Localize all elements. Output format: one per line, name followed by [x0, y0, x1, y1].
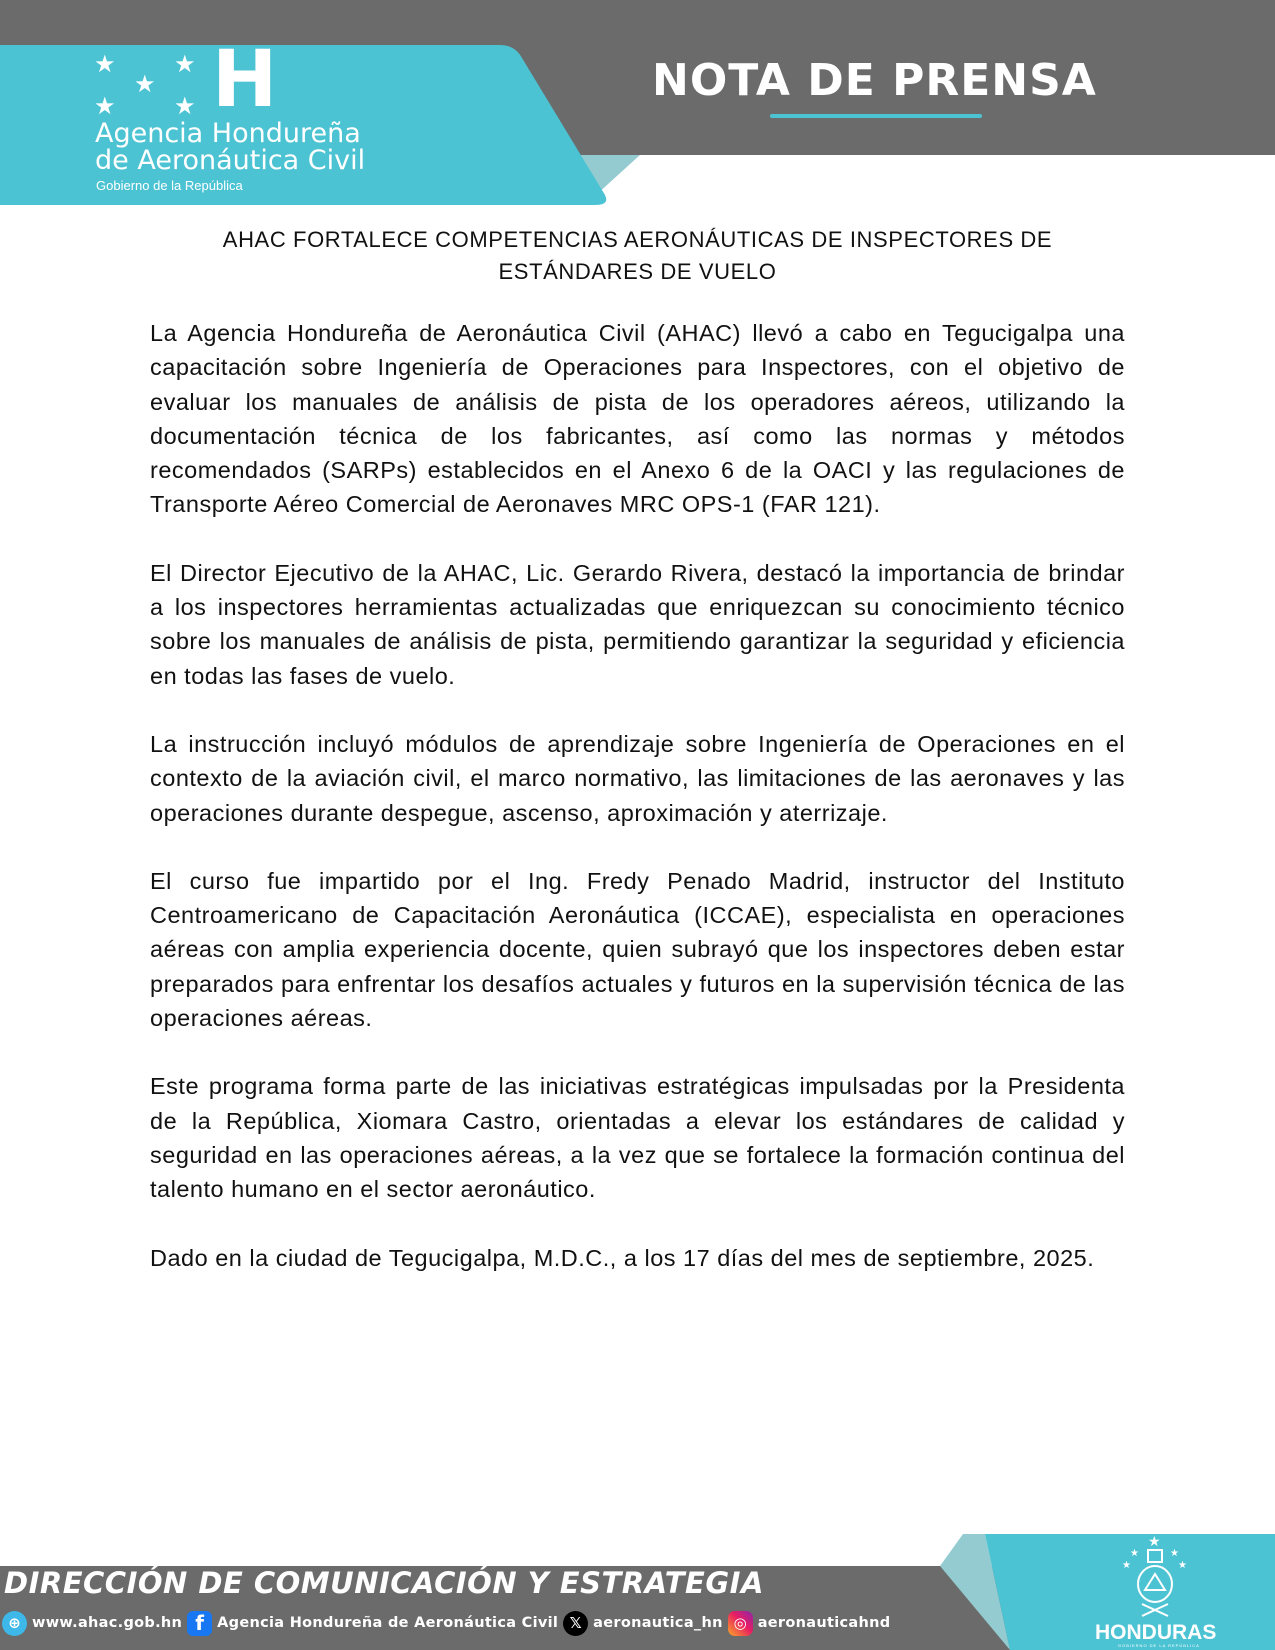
paragraph: La instrucción incluyó módulos de aprendizaje sobre Ingeniería de Operaciones en el contexto de la aviación civil, el marco normativo, las limitaciones de las aeronaves y las operaciones durante despegue, ascenso, aproximación y aterrizaje. — [150, 730, 1125, 826]
press-release-title: AHAC FORTALECE COMPETENCIAS AERONÁUTICAS DE INSPECTORES DE ESTÁNDARES DE VUELO — [222, 227, 1053, 284]
svg-text:★: ★ — [1178, 1560, 1187, 1571]
honduras-coat-of-arms-icon — [1120, 1532, 1190, 1620]
x-icon: 𝕏 — [563, 1611, 588, 1636]
website-link[interactable]: www.ahac.gob.hn — [32, 1615, 183, 1631]
stars-icon — [94, 52, 204, 122]
svg-text:★: ★ — [94, 52, 116, 78]
agency-logo-mark: H — [212, 35, 278, 125]
agency-name-line2: de Aeronáutica Civil — [95, 145, 366, 176]
globe-icon: ⊕ — [2, 1611, 27, 1636]
svg-text:★: ★ — [94, 92, 116, 120]
paragraph: La Agencia Hondureña de Aeronáutica Civil (AHAC) llevó a cabo en Tegucigalpa una capacitación sobre Ingeniería de Operaciones para Inspectores, con el objetivo de evaluar los manuales de análisis de pista de los operadores aéreos, utilizando la documentación técnica de los fabricantes, así como las normas y métodos recomendados (SARPs) establecidos en el Anexo 6 de la OACI y las regulaciones de Transporte Aéreo Comercial de Aeronaves MRC OPS-1 (FAR 121). — [150, 320, 1125, 518]
doc-type-title: NOTA DE PRENSA — [652, 55, 1097, 106]
x-link[interactable]: aeronautica_hn — [593, 1615, 723, 1631]
paragraph: Este programa forma parte de las iniciativas estratégicas impulsadas por la Presidenta de la República, Xiomara Castro, orientadas a elevar los estándares de calidad y seguridad en las operaciones aéreas, a la vez que se fortalece la formación continua del talento humano en el sector aeronáutico. — [150, 1073, 1125, 1203]
paragraph: El Director Ejecutivo de la AHAC, Lic. Gerardo Rivera, destacó la importancia de brindar a los inspectores herramientas actualizadas que enriquezcan su conocimiento técnico sobre los manuales de análisis de pista, permitiendo garantizar la seguridad y eficiencia en todas las fases de vuelo. — [150, 559, 1125, 689]
agency-name — [95, 120, 365, 174]
press-release-body — [150, 316, 1125, 1309]
facebook-link[interactable]: Agencia Hondureña de Aeronáutica Civil — [217, 1615, 559, 1631]
paragraph: El curso fue impartido por el Ing. Fredy Penado Madrid, instructor del Instituto Centroamericano de Capacitación Aeronáutica (ICCAE), especialista en operaciones aéreas con amplia experiencia docente, quien subrayó que los inspectores deben estar preparados para enfrentar los desafíos actuales y futuros en la supervisión técnica de las operaciones aéreas. — [150, 867, 1125, 1032]
agency-name-line1: Agencia Hondureña — [95, 118, 361, 149]
country-sublabel: GOBIERNO DE LA REPÚBLICA — [1118, 1643, 1200, 1648]
svg-text:★: ★ — [174, 92, 196, 120]
footer-contact-links — [2, 1608, 890, 1638]
footer-department-title: DIRECCIÓN DE COMUNICACIÓN Y ESTRATEGIA — [4, 1566, 764, 1600]
facebook-icon: f — [187, 1611, 212, 1636]
svg-text:★: ★ — [134, 70, 156, 98]
agency-subtitle: Gobierno de la República — [96, 178, 243, 193]
svg-text:★: ★ — [174, 52, 196, 78]
svg-text:★: ★ — [1148, 1534, 1161, 1550]
paragraph-closing: Dado en la ciudad de Tegucigalpa, M.D.C., a los 17 días del mes de septiembre, 2025. — [150, 1244, 1095, 1271]
svg-text:★: ★ — [1170, 1548, 1179, 1559]
country-label: HONDURAS — [1095, 1621, 1217, 1644]
svg-text:★: ★ — [1122, 1560, 1131, 1571]
svg-text:★: ★ — [1130, 1548, 1139, 1559]
instagram-link[interactable]: aeronauticahnd — [757, 1615, 891, 1631]
instagram-icon: ◎ — [728, 1611, 753, 1636]
doc-type-underline — [770, 114, 982, 118]
